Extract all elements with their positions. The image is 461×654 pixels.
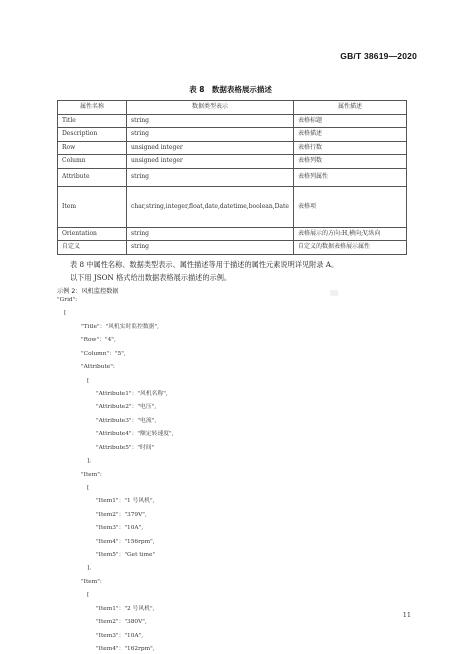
table-caption: 表 8 数据表格展示描述 — [189, 85, 272, 94]
code-line: "Item3"："10A", — [96, 633, 144, 639]
code-line: [ — [64, 310, 67, 316]
table-cell: Row — [58, 141, 127, 155]
table-cell: unsigned integer — [127, 141, 294, 155]
code-line: "Item4"："156rpm", — [96, 539, 155, 545]
code-line: "Attribute5"："时间" — [96, 445, 155, 451]
code-line: [ — [87, 592, 90, 598]
table-cell: Title — [58, 114, 127, 128]
code-line: "Item": — [81, 579, 102, 585]
table-cell: Orientation — [58, 227, 127, 241]
table-cell: string — [127, 227, 294, 241]
code-line: "Item1"："2 号风机", — [96, 606, 155, 612]
table-cell: 表格描述 — [293, 128, 406, 142]
code-line: "Title"："风机实时监控数据", — [81, 324, 160, 330]
code-line: "Item": — [81, 472, 102, 478]
table-cell: 表格列属性 — [293, 168, 406, 186]
example-label: 示例 2：风机监控数据 — [57, 288, 119, 295]
standard-id: GB/T 38619—2020 — [340, 51, 417, 61]
code-line: "Attribute2"："电压", — [96, 404, 157, 410]
code-line: "Item4"："162rpm", — [96, 646, 155, 652]
table-cell: Item — [58, 186, 127, 227]
table-cell: string — [127, 114, 294, 128]
code-line: "Attribute": — [81, 364, 115, 370]
table-cell: 表格项 — [293, 186, 406, 227]
table-cell: 表格标题 — [293, 114, 406, 128]
table-cell: 自定义 — [58, 241, 127, 255]
body-paragraph: 以下用 JSON 格式给出数据表格展示描述的示例。 — [70, 273, 232, 282]
code-line: "Attribute3"："电流", — [96, 418, 157, 424]
code-line: [ — [87, 485, 90, 491]
code-line: "Row"："4", — [81, 337, 116, 343]
table-cell: string — [127, 168, 294, 186]
page-number: 11 — [402, 611, 411, 619]
code-line: "Item1"："1 号风机", — [96, 498, 155, 504]
table-cell: Column — [58, 155, 127, 169]
body-paragraph: 表 8 中属性名称、数据类型表示、属性描述等用于描述的属性元素说明详见附录 A。 — [70, 260, 339, 269]
table-cell: Attribute — [58, 168, 127, 186]
table-header-cell: 数据类型表示 — [127, 101, 294, 115]
table-cell: string — [127, 241, 294, 255]
table-header-cell: 属性名称 — [58, 101, 127, 115]
code-line: "Grid": — [57, 297, 78, 303]
table-cell: Description — [58, 128, 127, 142]
code-line: "Attribute4"："额定转速度", — [96, 431, 174, 437]
table-cell: 表格列数 — [293, 155, 406, 169]
table-cell: 表格展示的方向:H,横向;V,纵向 — [293, 227, 406, 241]
table-cell: string — [127, 128, 294, 142]
code-line: "Item2"："380V", — [96, 619, 147, 625]
code-line: "Item3"："10A", — [96, 525, 144, 531]
table-header-cell: 属性描述 — [293, 101, 406, 115]
table-cell: char,string,integer,float,date,datetime,boolean,Date — [127, 186, 294, 227]
code-line: "Item5"："Get time" — [96, 552, 156, 558]
code-line: [ — [87, 378, 90, 384]
table-cell: 表格行数 — [293, 141, 406, 155]
code-line: "Item2"："379V", — [96, 512, 147, 518]
code-line: "Column"："5", — [81, 351, 126, 357]
table-cell: unsigned integer — [127, 155, 294, 169]
code-line: "Attribute1"："风机名称", — [96, 391, 168, 397]
code-line: ], — [87, 565, 92, 571]
code-line: ], — [87, 458, 92, 464]
table-cell: 自定义的数据表格展示属性 — [293, 241, 406, 255]
